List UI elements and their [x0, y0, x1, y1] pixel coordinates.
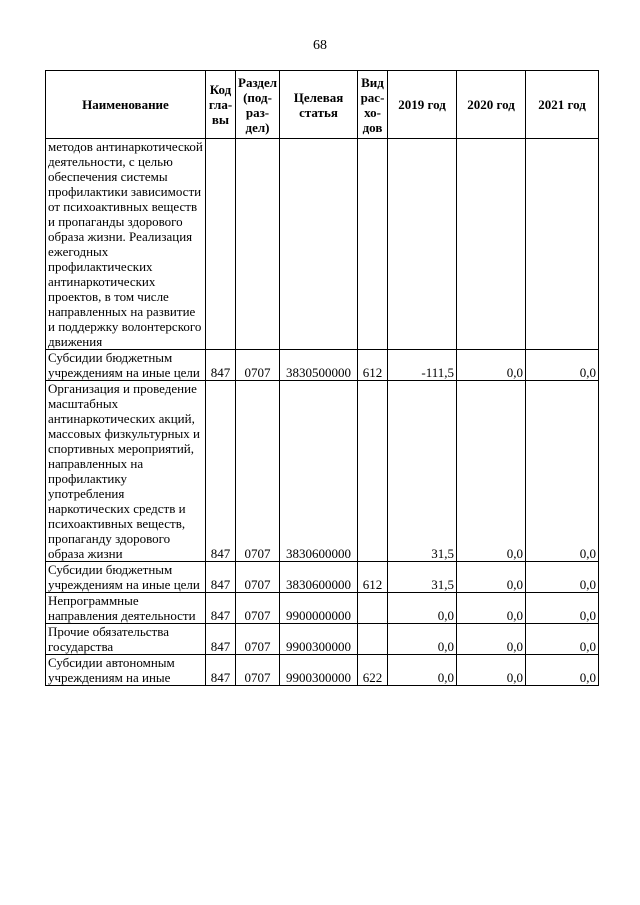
cell-y2020: 0,0	[457, 381, 526, 562]
cell-target	[280, 139, 358, 350]
cell-section: 0707	[236, 593, 280, 624]
cell-code: 847	[206, 381, 236, 562]
header-code: Код гла-вы	[206, 71, 236, 139]
cell-target: 3830600000	[280, 381, 358, 562]
cell-y2019: 0,0	[388, 655, 457, 686]
header-2020: 2020 год	[457, 71, 526, 139]
cell-y2021: 0,0	[526, 562, 599, 593]
cell-kind	[358, 381, 388, 562]
header-name: Наименование	[46, 71, 206, 139]
cell-name: методов антинаркотической деятельности, с целью обеспечения системы профилактики зависимости от психоактивных веществ и пропаганды здорового образа жизни. Реализация ежегодных профилактических антинаркотических проектов, в том числе направленных на развитие и поддержку волонтерского движения	[46, 139, 206, 350]
cell-y2020: 0,0	[457, 562, 526, 593]
cell-name: Непрограммные направления деятельности	[46, 593, 206, 624]
cell-y2020: 0,0	[457, 655, 526, 686]
cell-y2020	[457, 139, 526, 350]
table-row	[46, 139, 599, 350]
cell-name: Субсидии автономным учреждениям на иные	[46, 655, 206, 686]
table-row	[46, 624, 599, 655]
cell-section: 0707	[236, 562, 280, 593]
table-row	[46, 655, 599, 686]
cell-y2019: 0,0	[388, 624, 457, 655]
cell-section: 0707	[236, 381, 280, 562]
cell-section: 0707	[236, 655, 280, 686]
cell-code	[206, 139, 236, 350]
cell-y2021: 0,0	[526, 350, 599, 381]
cell-section	[236, 139, 280, 350]
budget-table	[45, 70, 599, 686]
header-kind: Вид рас-хо-дов	[358, 71, 388, 139]
cell-kind: 622	[358, 655, 388, 686]
cell-target: 9900000000	[280, 593, 358, 624]
header-2019: 2019 год	[388, 71, 457, 139]
cell-target: 3830500000	[280, 350, 358, 381]
cell-code: 847	[206, 562, 236, 593]
table-row	[46, 593, 599, 624]
cell-code: 847	[206, 593, 236, 624]
cell-code: 847	[206, 655, 236, 686]
cell-kind	[358, 593, 388, 624]
cell-name: Субсидии бюджетным учреждениям на иные цели	[46, 350, 206, 381]
cell-y2021: 0,0	[526, 593, 599, 624]
cell-y2019: -111,5	[388, 350, 457, 381]
cell-y2019: 31,5	[388, 381, 457, 562]
cell-y2020: 0,0	[457, 350, 526, 381]
cell-name: Прочие обязательства государства	[46, 624, 206, 655]
header-row	[46, 71, 599, 139]
cell-target: 3830600000	[280, 562, 358, 593]
cell-section: 0707	[236, 350, 280, 381]
cell-y2019: 0,0	[388, 593, 457, 624]
cell-kind	[358, 139, 388, 350]
header-2021: 2021 год	[526, 71, 599, 139]
table-row	[46, 562, 599, 593]
table-row	[46, 381, 599, 562]
cell-code: 847	[206, 350, 236, 381]
cell-code: 847	[206, 624, 236, 655]
cell-name: Организация и проведение масштабных антинаркотических акций, массовых физкультурных и спортивных мероприятий, направленных на профилактику употребления наркотических средств и психоактивных веществ, пропаганду здорового образа жизни	[46, 381, 206, 562]
cell-y2021: 0,0	[526, 381, 599, 562]
cell-target: 9900300000	[280, 624, 358, 655]
cell-section: 0707	[236, 624, 280, 655]
cell-y2019	[388, 139, 457, 350]
cell-y2021: 0,0	[526, 624, 599, 655]
cell-y2021	[526, 139, 599, 350]
cell-kind	[358, 624, 388, 655]
cell-y2021: 0,0	[526, 655, 599, 686]
cell-y2019: 31,5	[388, 562, 457, 593]
cell-target: 9900300000	[280, 655, 358, 686]
cell-y2020: 0,0	[457, 624, 526, 655]
header-section: Раздел (под-раз-дел)	[236, 71, 280, 139]
cell-kind: 612	[358, 350, 388, 381]
table-row	[46, 350, 599, 381]
cell-name: Субсидии бюджетным учреждениям на иные цели	[46, 562, 206, 593]
cell-y2020: 0,0	[457, 593, 526, 624]
header-target: Целевая статья	[280, 71, 358, 139]
page-number: 68	[313, 38, 327, 53]
cell-kind: 612	[358, 562, 388, 593]
